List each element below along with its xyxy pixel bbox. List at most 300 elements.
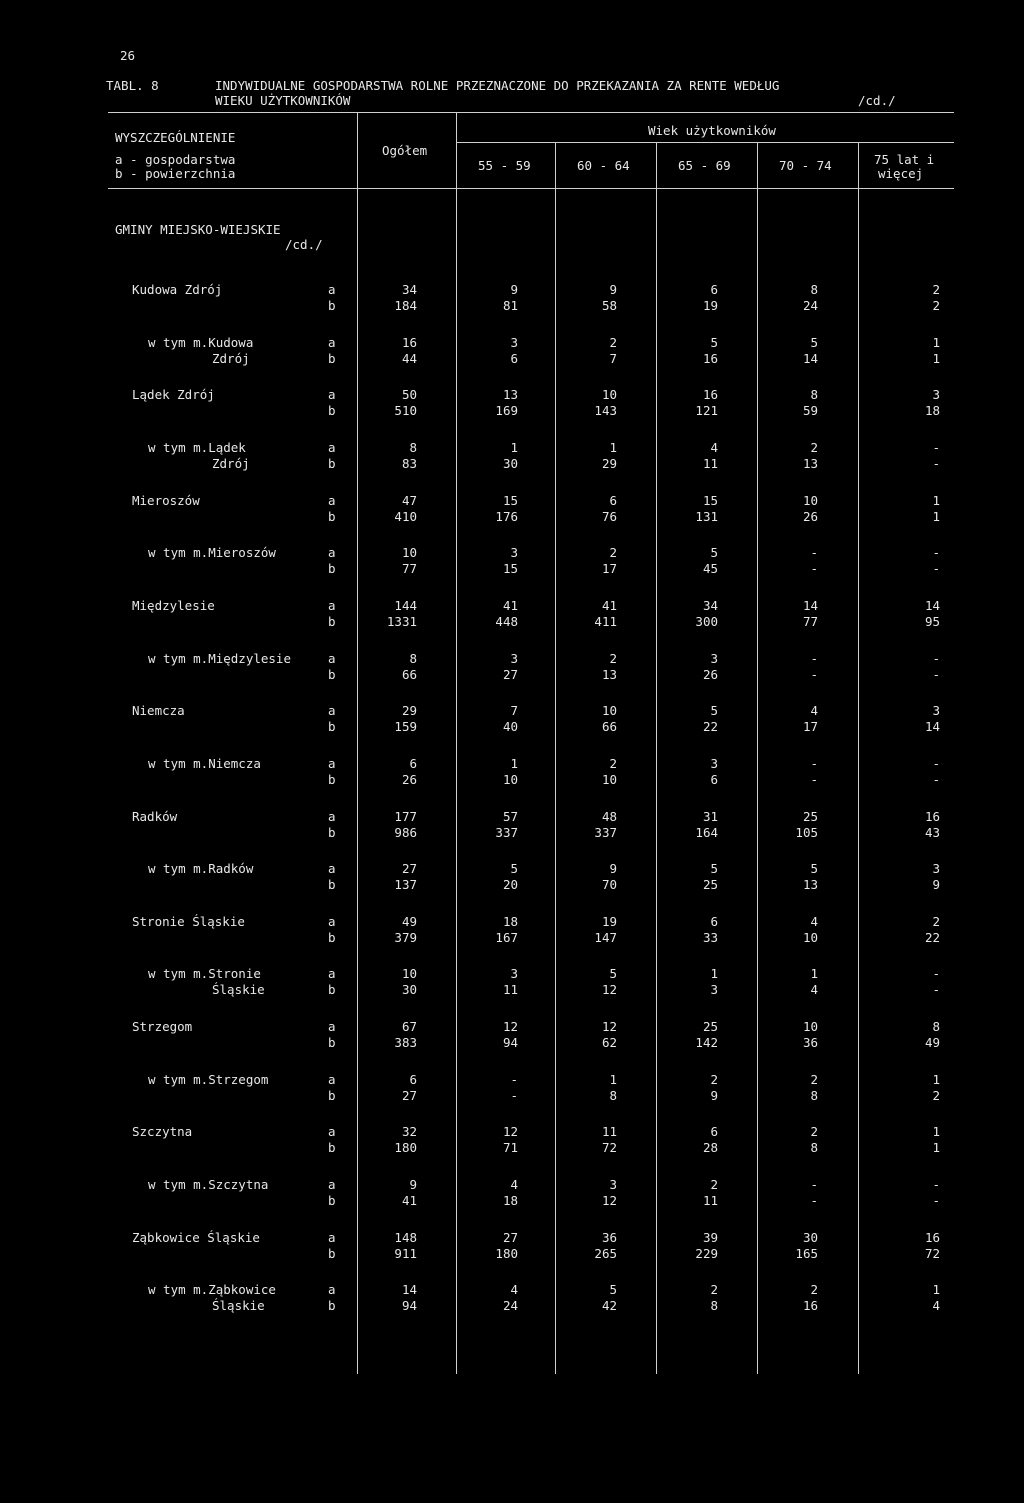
row-marker-b: b xyxy=(328,667,336,682)
cell-age-60-64-a: 6 xyxy=(609,493,617,508)
cell-age-65-69-b: 3 xyxy=(710,982,718,997)
cell-age-60-64-b: 58 xyxy=(601,298,617,313)
cell-age-75-plus-b: - xyxy=(932,772,940,787)
row-marker-a: a xyxy=(328,651,336,666)
cell-age-65-69-a: 4 xyxy=(710,440,718,455)
row-marker-b: b xyxy=(328,719,336,734)
row-label: w tym m.Lądek xyxy=(148,440,246,455)
cell-age-65-69-a: 2 xyxy=(710,1072,718,1087)
cell-age-65-69-b: 8 xyxy=(710,1298,718,1313)
cell-age-55-59-b: - xyxy=(510,1088,518,1103)
cell-age-55-59-b: 167 xyxy=(495,930,518,945)
cell-age-75-plus-a: 14 xyxy=(924,598,940,613)
cell-age-60-64-b: 42 xyxy=(601,1298,617,1313)
row-label: w tym m.Międzylesie xyxy=(148,651,291,666)
row-marker-b: b xyxy=(328,1193,336,1208)
cell-age-70-74-a: 1 xyxy=(810,966,818,981)
cell-age-70-74-a: - xyxy=(810,756,818,771)
cell-total-a: 6 xyxy=(409,1072,417,1087)
cell-age-65-69-a: 31 xyxy=(702,809,718,824)
cell-age-55-59-a: 18 xyxy=(502,914,518,929)
cell-age-65-69-a: 5 xyxy=(710,703,718,718)
cell-age-70-74-b: 4 xyxy=(810,982,818,997)
cell-age-70-74-a: 2 xyxy=(810,1072,818,1087)
cell-age-70-74-a: 2 xyxy=(810,1282,818,1297)
cell-age-75-plus-a: 3 xyxy=(932,703,940,718)
cell-age-70-74-a: 8 xyxy=(810,282,818,297)
cell-age-65-69-a: 16 xyxy=(702,387,718,402)
cell-age-65-69-a: 39 xyxy=(702,1230,718,1245)
row-marker-a: a xyxy=(328,1230,336,1245)
cell-age-55-59-b: 176 xyxy=(495,509,518,524)
cell-age-75-plus-a: 16 xyxy=(924,1230,940,1245)
cell-age-70-74-b: 105 xyxy=(795,825,818,840)
cell-age-75-plus-a: 1 xyxy=(932,1124,940,1139)
cell-total-a: 10 xyxy=(401,966,417,981)
row-label: Mieroszów xyxy=(132,493,200,508)
cell-age-65-69-b: 22 xyxy=(702,719,718,734)
row-marker-b: b xyxy=(328,1088,336,1103)
row-marker-b: b xyxy=(328,982,336,997)
cell-age-70-74-a: - xyxy=(810,651,818,666)
row-marker-a: a xyxy=(328,440,336,455)
col-sep-age1 xyxy=(456,112,457,1374)
cell-age-75-plus-b: - xyxy=(932,456,940,471)
cell-age-65-69-a: 34 xyxy=(702,598,718,613)
cell-age-55-59-b: 24 xyxy=(502,1298,518,1313)
cell-age-65-69-b: 300 xyxy=(695,614,718,629)
cell-age-65-69-b: 11 xyxy=(702,1193,718,1208)
cell-age-60-64-a: 19 xyxy=(601,914,617,929)
row-label: Kudowa Zdrój xyxy=(132,282,223,297)
cell-age-70-74-b: 77 xyxy=(802,614,818,629)
row-label: w tym m.Szczytna xyxy=(148,1177,269,1192)
cell-age-70-74-b: 36 xyxy=(802,1035,818,1050)
cell-age-70-74-b: 10 xyxy=(802,930,818,945)
row-marker-a: a xyxy=(328,598,336,613)
cell-age-65-69-b: 26 xyxy=(702,667,718,682)
cell-total-a: 144 xyxy=(394,598,417,613)
cell-age-70-74-a: 2 xyxy=(810,440,818,455)
cell-age-75-plus-b: 22 xyxy=(924,930,940,945)
cell-age-60-64-b: 17 xyxy=(601,561,617,576)
cell-age-60-64-a: 9 xyxy=(609,861,617,876)
cell-age-75-plus-b: 72 xyxy=(924,1246,940,1261)
cell-age-55-59-a: 4 xyxy=(510,1177,518,1192)
cell-age-75-plus-a: - xyxy=(932,966,940,981)
cell-age-65-69-a: 3 xyxy=(710,756,718,771)
cell-age-65-69-b: 28 xyxy=(702,1140,718,1155)
row-marker-b: b xyxy=(328,509,336,524)
cell-age-55-59-a: 12 xyxy=(502,1019,518,1034)
row-label: w tym m.Kudowa xyxy=(148,335,254,350)
cell-age-55-59-a: 3 xyxy=(510,335,518,350)
col-sep-total xyxy=(357,112,358,1374)
cell-total-a: 34 xyxy=(401,282,417,297)
row-marker-a: a xyxy=(328,1177,336,1192)
cell-total-b: 77 xyxy=(401,561,417,576)
cell-age-55-59-a: 12 xyxy=(502,1124,518,1139)
cell-age-60-64-b: 147 xyxy=(594,930,617,945)
cell-age-65-69-a: 15 xyxy=(702,493,718,508)
cell-age-55-59-b: 71 xyxy=(502,1140,518,1155)
cell-age-70-74-a: - xyxy=(810,545,818,560)
cell-age-55-59-b: 94 xyxy=(502,1035,518,1050)
cell-age-70-74-a: 30 xyxy=(802,1230,818,1245)
row-marker-a: a xyxy=(328,966,336,981)
cell-total-a: 148 xyxy=(394,1230,417,1245)
cell-age-55-59-a: 9 xyxy=(510,282,518,297)
row-marker-b: b xyxy=(328,1298,336,1313)
cell-age-75-plus-b: 2 xyxy=(932,1088,940,1103)
cell-age-60-64-b: 29 xyxy=(601,456,617,471)
cell-age-65-69-a: 5 xyxy=(710,335,718,350)
row-marker-a: a xyxy=(328,387,336,402)
cell-age-60-64-a: 5 xyxy=(609,966,617,981)
cell-total-b: 986 xyxy=(394,825,417,840)
row-marker-b: b xyxy=(328,825,336,840)
cell-age-75-plus-b: 49 xyxy=(924,1035,940,1050)
row-label-cont: Śląskie xyxy=(212,1298,265,1313)
col-sep-age5 xyxy=(858,142,859,1374)
header-age-70-74: 70 - 74 xyxy=(779,158,832,173)
row-marker-b: b xyxy=(328,1246,336,1261)
cell-total-b: 1331 xyxy=(386,614,417,629)
header-age-65-69: 65 - 69 xyxy=(678,158,731,173)
cell-age-60-64-b: 70 xyxy=(601,877,617,892)
cell-total-a: 49 xyxy=(401,914,417,929)
cell-age-55-59-a: 3 xyxy=(510,545,518,560)
cell-age-60-64-a: 48 xyxy=(601,809,617,824)
cell-age-75-plus-a: - xyxy=(932,651,940,666)
cell-age-65-69-b: 19 xyxy=(702,298,718,313)
cell-age-60-64-b: 12 xyxy=(601,982,617,997)
cell-age-60-64-a: 41 xyxy=(601,598,617,613)
section-heading-cont: /cd./ xyxy=(285,237,323,252)
cell-age-55-59-b: 11 xyxy=(502,982,518,997)
cell-age-65-69-b: 121 xyxy=(695,403,718,418)
cell-age-55-59-a: 7 xyxy=(510,703,518,718)
cell-age-65-69-b: 45 xyxy=(702,561,718,576)
cell-age-70-74-a: 14 xyxy=(802,598,818,613)
row-label: w tym m.Mieroszów xyxy=(148,545,276,560)
cell-age-75-plus-a: - xyxy=(932,545,940,560)
cell-age-65-69-b: 164 xyxy=(695,825,718,840)
cell-age-55-59-b: 27 xyxy=(502,667,518,682)
cell-age-60-64-b: 7 xyxy=(609,351,617,366)
cell-age-70-74-b: 14 xyxy=(802,351,818,366)
cell-age-65-69-a: 5 xyxy=(710,545,718,560)
cell-age-55-59-b: 81 xyxy=(502,298,518,313)
cell-age-70-74-a: 8 xyxy=(810,387,818,402)
cell-age-55-59-b: 337 xyxy=(495,825,518,840)
cell-age-75-plus-b: - xyxy=(932,561,940,576)
cell-total-b: 41 xyxy=(401,1193,417,1208)
cell-age-70-74-a: 4 xyxy=(810,914,818,929)
header-legend-a: a - gospodarstwa xyxy=(115,152,236,167)
cell-age-60-64-a: 2 xyxy=(609,756,617,771)
table-number: TABL. 8 xyxy=(106,78,159,93)
cell-age-75-plus-a: 1 xyxy=(932,335,940,350)
cell-age-65-69-b: 9 xyxy=(710,1088,718,1103)
cell-age-65-69-a: 5 xyxy=(710,861,718,876)
cell-age-75-plus-a: 8 xyxy=(932,1019,940,1034)
cell-total-a: 32 xyxy=(401,1124,417,1139)
cell-age-55-59-a: 1 xyxy=(510,440,518,455)
cell-total-a: 6 xyxy=(409,756,417,771)
row-marker-a: a xyxy=(328,282,336,297)
row-marker-a: a xyxy=(328,809,336,824)
cell-age-55-59-a: 13 xyxy=(502,387,518,402)
row-label-cont: Zdrój xyxy=(212,456,250,471)
cell-age-70-74-b: - xyxy=(810,561,818,576)
cell-total-b: 30 xyxy=(401,982,417,997)
cell-total-b: 180 xyxy=(394,1140,417,1155)
cell-age-70-74-a: 10 xyxy=(802,493,818,508)
table-title-line1: INDYWIDUALNE GOSPODARSTWA ROLNE PRZEZNACZONE DO PRZEKAZANIA ZA RENTE WEDŁUG xyxy=(215,78,780,93)
cell-age-75-plus-b: 9 xyxy=(932,877,940,892)
cell-total-a: 16 xyxy=(401,335,417,350)
row-marker-b: b xyxy=(328,456,336,471)
cell-age-55-59-a: 27 xyxy=(502,1230,518,1245)
cell-age-55-59-a: 41 xyxy=(502,598,518,613)
cell-total-a: 8 xyxy=(409,440,417,455)
cell-age-60-64-b: 411 xyxy=(594,614,617,629)
cell-age-60-64-b: 66 xyxy=(601,719,617,734)
cell-age-65-69-a: 6 xyxy=(710,914,718,929)
cell-age-60-64-a: 3 xyxy=(609,1177,617,1192)
row-marker-a: a xyxy=(328,1282,336,1297)
cell-age-70-74-a: 25 xyxy=(802,809,818,824)
cell-age-75-plus-b: 2 xyxy=(932,298,940,313)
cell-age-55-59-a: 4 xyxy=(510,1282,518,1297)
cell-age-75-plus-b: 18 xyxy=(924,403,940,418)
cell-age-75-plus-b: - xyxy=(932,1193,940,1208)
row-marker-b: b xyxy=(328,298,336,313)
cell-age-75-plus-a: 3 xyxy=(932,861,940,876)
row-marker-a: a xyxy=(328,1072,336,1087)
cell-age-55-59-b: 30 xyxy=(502,456,518,471)
row-marker-a: a xyxy=(328,1124,336,1139)
row-label: w tym m.Strzegom xyxy=(148,1072,269,1087)
cell-age-65-69-a: 2 xyxy=(710,1177,718,1192)
row-label-cont: Śląskie xyxy=(212,982,265,997)
cell-age-70-74-b: 165 xyxy=(795,1246,818,1261)
header-age-75-plus-line2: więcej xyxy=(878,166,924,181)
cell-age-70-74-b: 17 xyxy=(802,719,818,734)
cell-age-65-69-b: 25 xyxy=(702,877,718,892)
cell-total-b: 94 xyxy=(401,1298,417,1313)
cell-age-60-64-b: 143 xyxy=(594,403,617,418)
cell-age-70-74-b: 13 xyxy=(802,456,818,471)
cell-age-60-64-a: 11 xyxy=(601,1124,617,1139)
page-number: 26 xyxy=(120,48,136,63)
cell-age-65-69-b: 11 xyxy=(702,456,718,471)
row-marker-a: a xyxy=(328,493,336,508)
cell-age-60-64-a: 12 xyxy=(601,1019,617,1034)
row-marker-b: b xyxy=(328,877,336,892)
cell-age-60-64-a: 36 xyxy=(601,1230,617,1245)
age-group-rule xyxy=(456,142,954,143)
row-label: Lądek Zdrój xyxy=(132,387,215,402)
row-label: Ząbkowice Śląskie xyxy=(132,1230,260,1245)
cell-age-75-plus-a: 1 xyxy=(932,493,940,508)
row-label: w tym m.Radków xyxy=(148,861,254,876)
section-heading: GMINY MIEJSKO-WIEJSKIE xyxy=(115,222,281,237)
cell-age-65-69-b: 131 xyxy=(695,509,718,524)
cell-age-65-69-b: 33 xyxy=(702,930,718,945)
cell-age-70-74-a: 4 xyxy=(810,703,818,718)
cell-age-65-69-a: 6 xyxy=(710,1124,718,1139)
cell-age-60-64-b: 265 xyxy=(594,1246,617,1261)
cell-age-75-plus-b: - xyxy=(932,982,940,997)
cell-age-65-69-a: 25 xyxy=(702,1019,718,1034)
cell-total-a: 10 xyxy=(401,545,417,560)
row-label-cont: Zdrój xyxy=(212,351,250,366)
cell-total-b: 379 xyxy=(394,930,417,945)
cell-age-60-64-b: 13 xyxy=(601,667,617,682)
row-marker-a: a xyxy=(328,756,336,771)
cell-age-70-74-b: 26 xyxy=(802,509,818,524)
cell-age-55-59-a: - xyxy=(510,1072,518,1087)
cell-age-75-plus-a: - xyxy=(932,756,940,771)
cell-age-75-plus-b: 14 xyxy=(924,719,940,734)
cell-total-b: 137 xyxy=(394,877,417,892)
cell-age-70-74-b: 13 xyxy=(802,877,818,892)
row-label: w tym m.Niemcza xyxy=(148,756,261,771)
cell-age-55-59-b: 6 xyxy=(510,351,518,366)
cell-age-55-59-a: 1 xyxy=(510,756,518,771)
cell-total-a: 9 xyxy=(409,1177,417,1192)
cell-age-55-59-a: 3 xyxy=(510,966,518,981)
cell-age-70-74-b: 8 xyxy=(810,1088,818,1103)
cell-age-60-64-a: 2 xyxy=(609,335,617,350)
header-bottom-rule xyxy=(108,188,954,189)
cell-age-75-plus-a: - xyxy=(932,440,940,455)
cell-age-75-plus-b: 4 xyxy=(932,1298,940,1313)
row-label: Szczytna xyxy=(132,1124,193,1139)
cell-age-65-69-b: 142 xyxy=(695,1035,718,1050)
row-marker-a: a xyxy=(328,545,336,560)
cell-age-55-59-b: 40 xyxy=(502,719,518,734)
cell-age-75-plus-a: 2 xyxy=(932,282,940,297)
cell-age-60-64-a: 9 xyxy=(609,282,617,297)
cell-age-55-59-b: 18 xyxy=(502,1193,518,1208)
cell-total-b: 510 xyxy=(394,403,417,418)
cell-age-75-plus-b: 1 xyxy=(932,1140,940,1155)
row-label: Strzegom xyxy=(132,1019,193,1034)
row-label: Radków xyxy=(132,809,178,824)
cell-age-70-74-a: - xyxy=(810,1177,818,1192)
cell-age-70-74-b: 8 xyxy=(810,1140,818,1155)
cell-age-70-74-a: 5 xyxy=(810,335,818,350)
cell-age-55-59-b: 15 xyxy=(502,561,518,576)
cell-age-70-74-b: 16 xyxy=(802,1298,818,1313)
cell-age-60-64-a: 10 xyxy=(601,703,617,718)
cell-age-55-59-b: 20 xyxy=(502,877,518,892)
cell-age-65-69-a: 3 xyxy=(710,651,718,666)
header-legend-b: b - powierzchnia xyxy=(115,166,236,181)
cell-age-60-64-b: 62 xyxy=(601,1035,617,1050)
cell-total-b: 184 xyxy=(394,298,417,313)
cell-age-65-69-a: 6 xyxy=(710,282,718,297)
cell-age-75-plus-a: 1 xyxy=(932,1072,940,1087)
col-sep-age3 xyxy=(656,142,657,1374)
row-marker-a: a xyxy=(328,861,336,876)
cell-total-a: 47 xyxy=(401,493,417,508)
cell-age-55-59-a: 3 xyxy=(510,651,518,666)
cell-age-65-69-b: 16 xyxy=(702,351,718,366)
cell-age-55-59-a: 5 xyxy=(510,861,518,876)
cell-age-55-59-b: 448 xyxy=(495,614,518,629)
cell-total-b: 83 xyxy=(401,456,417,471)
table-title-line2: WIEKU UŻYTKOWNIKÓW xyxy=(215,93,351,108)
cell-age-65-69-b: 6 xyxy=(710,772,718,787)
row-label: Międzylesie xyxy=(132,598,215,613)
cell-age-70-74-b: - xyxy=(810,1193,818,1208)
cell-age-75-plus-a: 2 xyxy=(932,914,940,929)
cell-total-b: 66 xyxy=(401,667,417,682)
row-marker-a: a xyxy=(328,703,336,718)
cell-age-75-plus-b: 1 xyxy=(932,509,940,524)
cell-age-75-plus-a: 1 xyxy=(932,1282,940,1297)
cell-age-70-74-a: 10 xyxy=(802,1019,818,1034)
cell-age-60-64-a: 10 xyxy=(601,387,617,402)
cell-age-65-69-a: 1 xyxy=(710,966,718,981)
cell-total-a: 8 xyxy=(409,651,417,666)
cell-age-70-74-a: 5 xyxy=(810,861,818,876)
cell-total-b: 911 xyxy=(394,1246,417,1261)
row-marker-b: b xyxy=(328,1035,336,1050)
cell-age-60-64-a: 2 xyxy=(609,545,617,560)
cell-age-60-64-a: 2 xyxy=(609,651,617,666)
cell-total-b: 44 xyxy=(401,351,417,366)
row-marker-b: b xyxy=(328,930,336,945)
cell-age-70-74-b: - xyxy=(810,772,818,787)
cell-age-70-74-b: 24 xyxy=(802,298,818,313)
row-marker-a: a xyxy=(328,335,336,350)
cell-age-55-59-b: 10 xyxy=(502,772,518,787)
cell-total-a: 14 xyxy=(401,1282,417,1297)
row-label: Stronie Śląskie xyxy=(132,914,245,929)
cell-age-70-74-b: 59 xyxy=(802,403,818,418)
cell-age-60-64-b: 8 xyxy=(609,1088,617,1103)
header-age-55-59: 55 - 59 xyxy=(478,158,531,173)
cell-age-75-plus-b: - xyxy=(932,667,940,682)
cell-age-60-64-b: 12 xyxy=(601,1193,617,1208)
row-marker-b: b xyxy=(328,561,336,576)
row-marker-b: b xyxy=(328,351,336,366)
cell-total-b: 410 xyxy=(394,509,417,524)
row-marker-b: b xyxy=(328,772,336,787)
header-description: WYSZCZEGÓLNIENIE xyxy=(115,130,236,145)
col-sep-age2 xyxy=(555,142,556,1374)
cell-total-b: 383 xyxy=(394,1035,417,1050)
cell-age-75-plus-b: 95 xyxy=(924,614,940,629)
cell-total-a: 27 xyxy=(401,861,417,876)
cell-age-75-plus-b: 1 xyxy=(932,351,940,366)
row-marker-b: b xyxy=(328,614,336,629)
cell-age-60-64-b: 76 xyxy=(601,509,617,524)
row-label: w tym m.Stronie xyxy=(148,966,261,981)
row-marker-a: a xyxy=(328,1019,336,1034)
cell-age-55-59-a: 57 xyxy=(502,809,518,824)
cell-total-a: 67 xyxy=(401,1019,417,1034)
cell-age-60-64-b: 10 xyxy=(601,772,617,787)
cell-age-75-plus-a: 3 xyxy=(932,387,940,402)
row-marker-b: b xyxy=(328,1140,336,1155)
cell-age-70-74-b: - xyxy=(810,667,818,682)
